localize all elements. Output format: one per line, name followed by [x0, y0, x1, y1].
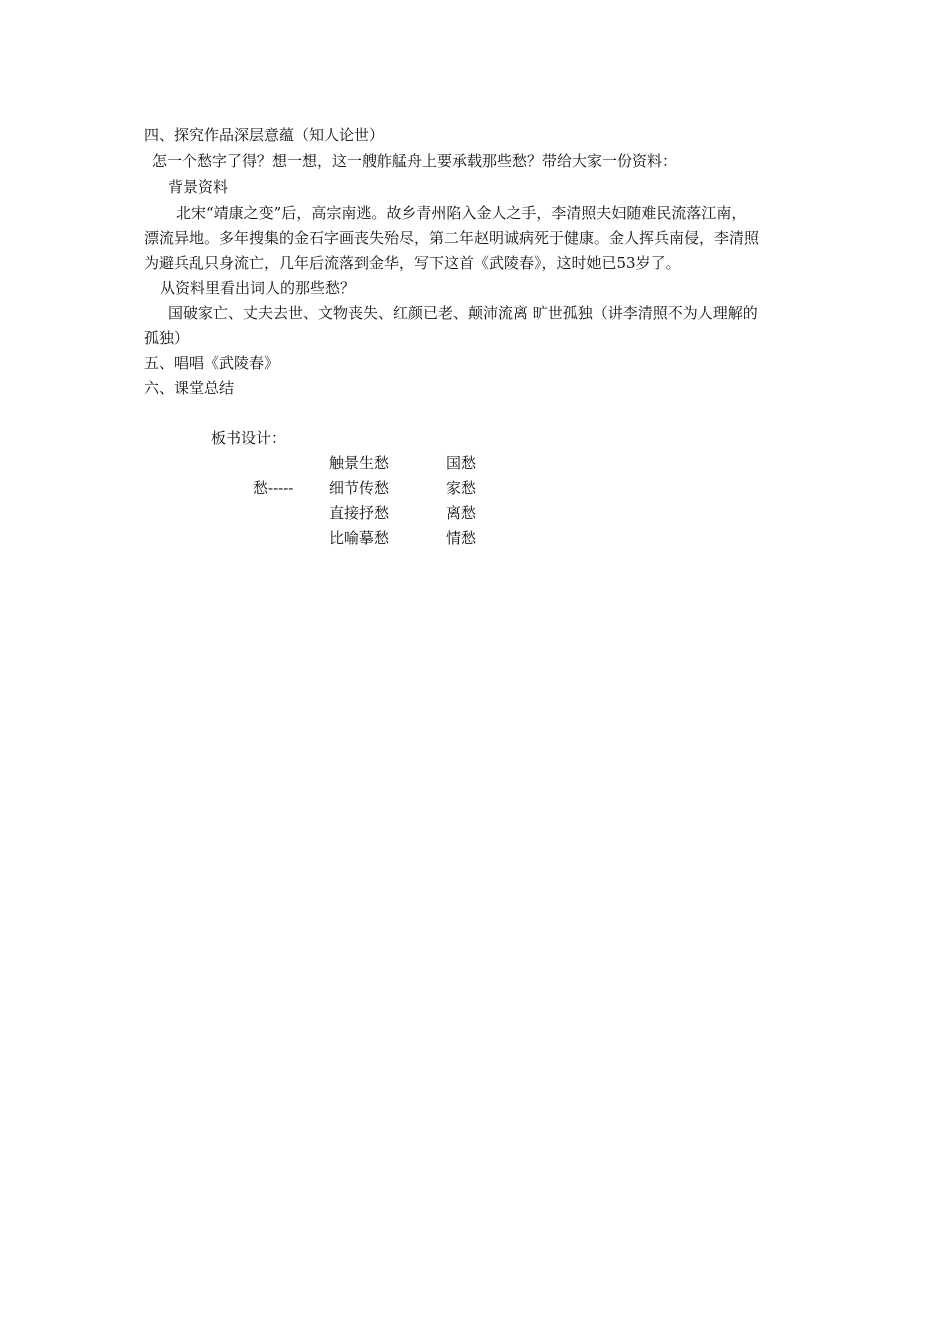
board-right-item: 离愁 [446, 504, 477, 522]
background-line-1: 北宋“靖康之变”后，高宗南逃。故乡青州陷入金人之手，李清照夫妇随难民流落江南， [176, 204, 747, 222]
background-line-2: 漂流异地。多年搜集的金石字画丧失殆尽，第二年赵明诚病死于健康。金人挥兵南侵，李清照 [144, 229, 760, 247]
question-paragraph: 怎一个愁字了得？想一想，这一艘舴艋舟上要承载那些愁？带给大家一份资料： [152, 152, 678, 170]
board-right-item: 国愁 [446, 454, 477, 472]
background-line-3: 为避兵乱只身流亡，几年后流落到金华，写下这首《武陵春》，这时她已53岁了。 [144, 254, 681, 272]
board-left-item: 直接抒愁 [329, 504, 390, 522]
board-left-item: 细节传愁 [329, 479, 390, 497]
background-label: 背景资料 [168, 178, 229, 196]
board-left-item: 比喻摹愁 [329, 529, 390, 547]
board-title: 板书设计： [211, 429, 287, 447]
board-right-item: 情愁 [446, 529, 477, 547]
board-left-item: 触景生愁 [329, 454, 390, 472]
board-center-label: 愁----- [253, 479, 294, 497]
section-four-heading: 四、探究作品深层意蕴（知人论世） [144, 126, 385, 144]
answer-line-1: 国破家亡、丈夫去世、文物丧失、红颜已老、颠沛流离 旷世孤独（讲李清照不为人理解的 [168, 304, 758, 322]
board-right-item: 家愁 [446, 479, 477, 497]
section-six-heading: 六、课堂总结 [144, 379, 235, 397]
question-2: 从资料里看出词人的那些愁？ [160, 279, 356, 297]
section-five-heading: 五、唱唱《武陵春》 [144, 354, 280, 372]
answer-line-2: 孤独） [144, 329, 190, 347]
